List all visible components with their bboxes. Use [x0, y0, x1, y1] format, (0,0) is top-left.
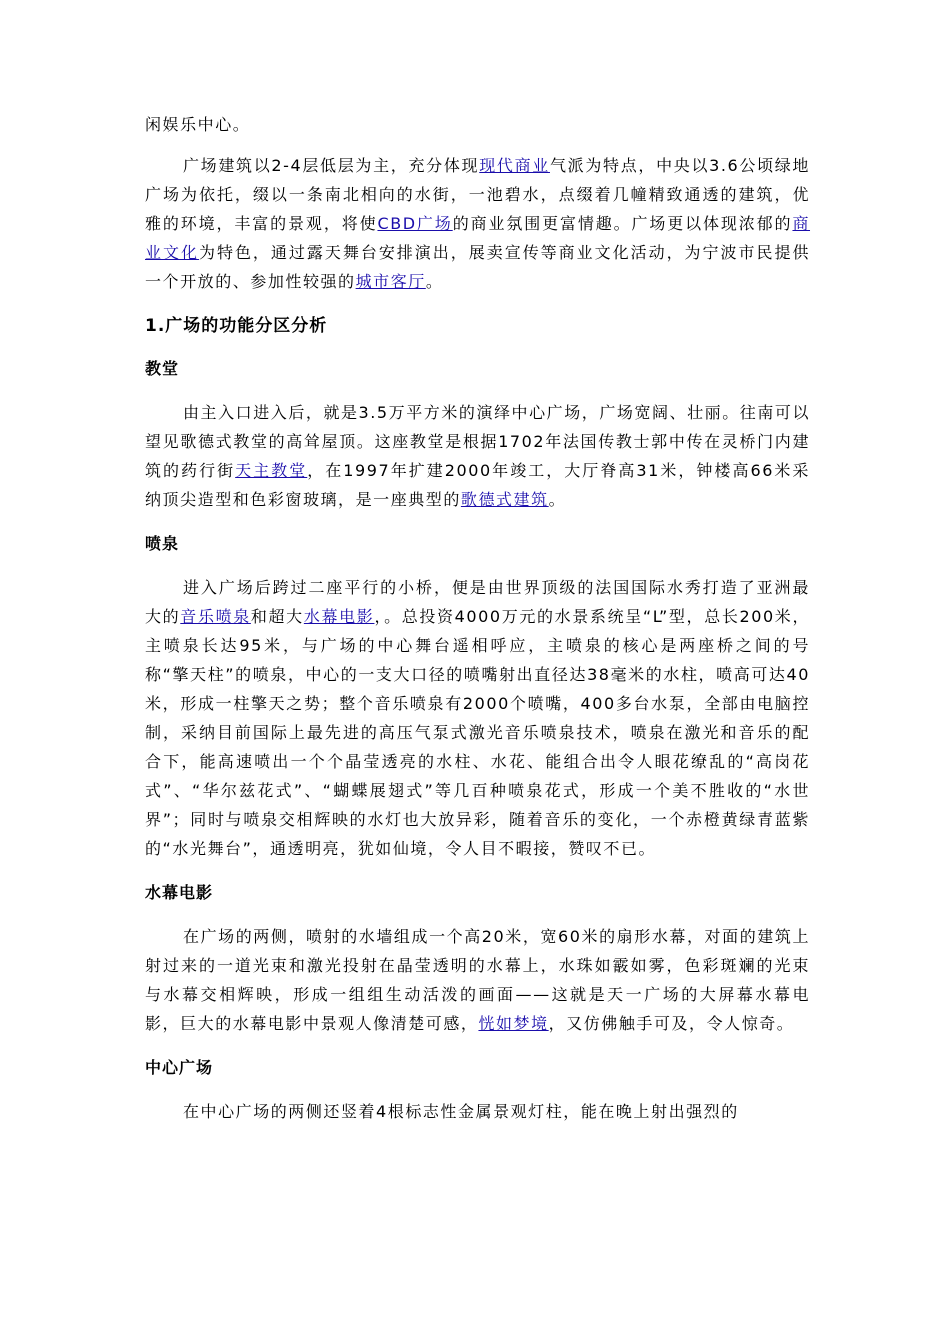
link-music-fountain[interactable]: 音乐喷泉 [180, 607, 251, 626]
subheading-fountain: 喷泉 [145, 534, 180, 553]
link-gothic-architecture[interactable]: 歌德式建筑 [460, 490, 549, 509]
link-cbd-plaza[interactable]: CBD广场 [377, 214, 453, 233]
paragraph-fountain: 进入广场后跨过二座平行的小桥，便是由世界顶级的法国国际水秀打造了亚洲最大的音乐喷泉和超大水幕电影，。总投资4000万元的水景系统呈“L”型，总长200米，主喷泉长达95米，与广场的中心舞台遥相呼应，主喷泉的核心是两座桥之间的号称“擎天柱”的喷泉，中心的一支大口径的喷嘴射出直径达38毫米的水柱，喷高可达40米，形成一柱擎天之势；整个音乐喷泉有2000个喷嘴，400多台水泵，全部由电脑控制，采纳目前国际上最先进的高压气泵式激光音乐喷泉技术，喷泉在激光和音乐的配合下，能高速喷出一个个晶莹透亮的水柱、水花、能组合出令人眼花缭乱的“高岗花式”、“华尔兹花式”、“蝴蝶展翅式”等几百种喷泉花式，形成一个美不胜收的“水世界”；同时与喷泉交相辉映的水灯也大放异彩，随着音乐的变化，一个赤橙黄绿青蓝紫的“水光舞台”，通透明亮，犹如仙境，令人目不暇接，赞叹不已。 [145, 578, 810, 858]
subheading-central-plaza: 中心广场 [145, 1058, 214, 1077]
link-modern-commerce[interactable]: 现代商业 [479, 156, 550, 175]
document-page [145, 110, 810, 1126]
paragraph-intro-tail: 闲娱乐中心。 [145, 115, 251, 134]
subheading-water-screen: 水幕电影 [145, 883, 214, 902]
paragraph-plaza-architecture: 广场建筑以2-4层低层为主，充分体现现代商业气派为特点，中央以3.6公顷绿地广场为依托，缀以一条南北相向的水街，一池碧水，点缀着几幢精致通透的建筑，优雅的环境，丰富的景观，将使CBD广场的商业氛围更富情趣。广场更以体现浓郁的商业文化为特色，通过露天舞台安排演出，展卖宣传等商业文化活动，为宁波市民提供一个开放的、参加性较强的城市客厅。 [145, 156, 811, 291]
link-dreamlike[interactable]: 恍如梦境 [478, 1014, 549, 1033]
link-catholic-church[interactable]: 天主教堂 [235, 461, 308, 480]
link-water-screen-movie[interactable]: 水幕电影 [303, 607, 375, 626]
paragraph-church: 由主入口进入后，就是3.5万平方米的演绎中心广场，广场宽阔、壮丽。往南可以望见歌德式教堂的高耸屋顶。这座教堂是根据1702年法国传教士郭中传在灵桥门内建筑的药行街天主教堂，在1997年扩建2000年竣工，大厅脊高31米，钟楼高66米采纳顶尖造型和色彩窗玻璃，是一座典型的歌德式建筑。 [145, 403, 810, 509]
paragraph-water-screen: 在广场的两侧，喷射的水墙组成一个高20米，宽60米的扇形水幕，对面的建筑上射过来的一道光束和激光投射在晶莹透明的水幕上，水珠如霰如雾，色彩斑斓的光束与水幕交相辉映，形成一组组生动活泼的画面——这就是天一广场的大屏幕水幕电影，巨大的水幕电影中景观人像清楚可感，恍如梦境，又仿佛触手可及，令人惊奇。 [145, 927, 810, 1033]
link-city-living-room[interactable]: 城市客厅 [355, 272, 426, 291]
subheading-church: 教堂 [145, 359, 180, 378]
section-heading-functional-zones: 1.广场的功能分区分析 [145, 316, 328, 336]
paragraph-central-plaza: 在中心广场的两侧还竖着4根标志性金属景观灯柱，能在晚上射出强烈的 [183, 1102, 739, 1121]
link-commercial-culture[interactable]: 商业文化 [145, 214, 811, 262]
